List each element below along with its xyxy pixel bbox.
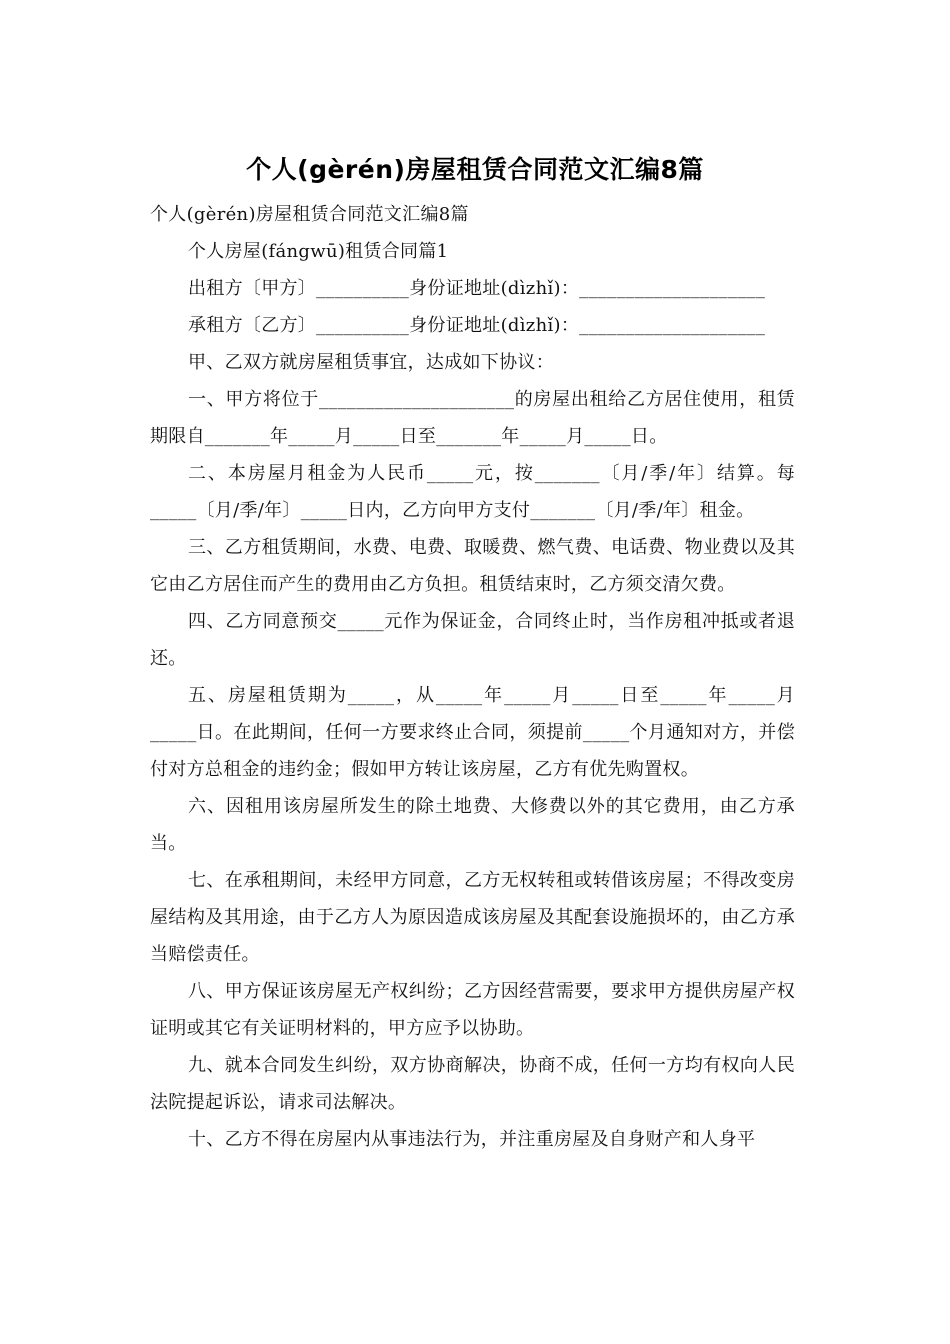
document-body bbox=[150, 196, 795, 1158]
clause-3: 三、乙方租赁期间，水费、电费、取暖费、燃气费、电话费、物业费以及其它由乙方居住而产生的费用由乙方负担。租赁结束时，乙方须交清欠费。 bbox=[150, 537, 795, 595]
clause-4: 四、乙方同意预交_____元作为保证金，合同终止时，当作房租冲抵或者退还。 bbox=[150, 611, 795, 669]
clause-7: 七、在承租期间，未经甲方同意，乙方无权转租或转借该房屋；不得改变房屋结构及其用途，由于乙方人为原因造成该房屋及其配套设施损坏的，由乙方承当赔偿责任。 bbox=[150, 870, 795, 965]
clause-8: 八、甲方保证该房屋无产权纠纷；乙方因经营需要，要求甲方提供房屋产权证明或其它有关证明材料的，甲方应予以协助。 bbox=[150, 981, 795, 1039]
clause-1: 一、甲方将位于_____________________的房屋出租给乙方居住使用，租赁期限自_______年_____月_____日至_______年_____月_____日。 bbox=[150, 389, 795, 447]
clause-2: 二、本房屋月租金为人民币_____元，按_______〔月/季/年〕结算。每_____〔月/季/年〕_____日内，乙方向甲方支付_______〔月/季/年〕租金。 bbox=[150, 463, 795, 521]
clause-10: 十、乙方不得在房屋内从事违法行为，并注重房屋及自身财产和人身平 bbox=[188, 1129, 756, 1150]
clause-5: 五、房屋租赁期为_____，从_____年_____月_____日至_____年_____月_____日。在此期间，任何一方要求终止合同，须提前_____个月通知对方，并偿付对方总租金的违约金；假如甲方转让该房屋，乙方有优先购置权。 bbox=[150, 685, 795, 780]
clause-6: 六、因租用该房屋所发生的除土地费、大修费以外的其它费用，由乙方承当。 bbox=[150, 796, 795, 854]
subtitle-line: 个人(gèrén)房屋租赁合同范文汇编8篇 bbox=[150, 204, 469, 225]
agreement-intro: 甲、乙双方就房屋租赁事宜，达成如下协议： bbox=[188, 352, 554, 373]
lessee-line: 承租方〔乙方〕__________身份证地址(dìzhǐ)：____________________ bbox=[188, 315, 766, 336]
lessor-line: 出租方〔甲方〕__________身份证地址(dìzhǐ)：____________________ bbox=[188, 278, 766, 299]
section-heading: 个人房屋(fángwū)租赁合同篇1 bbox=[188, 241, 449, 262]
document-title: 个人(gèrén)房屋租赁合同范文汇编8篇 bbox=[246, 155, 704, 184]
clause-9: 九、就本合同发生纠纷，双方协商解决，协商不成，任何一方均有权向人民法院提起诉讼，请求司法解决。 bbox=[150, 1055, 795, 1113]
